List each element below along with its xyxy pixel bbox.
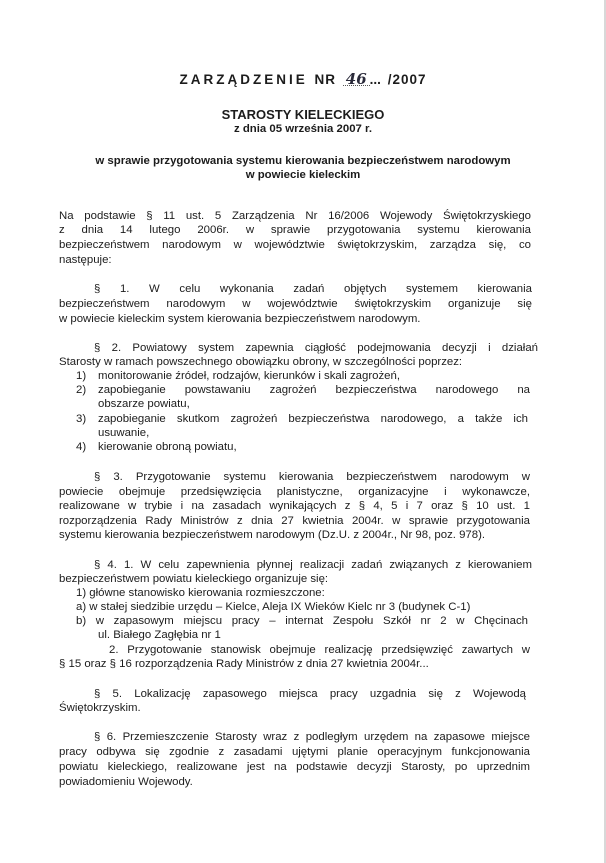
paragraph-6-line: powiatu kieleckiego, realizowane jest na podstawie decyzji Starosty, po uprzednim (59, 761, 530, 773)
intro-line: z dnia 14 lutego 2006r. w sprawie przygotowania systemu kierowania (59, 224, 531, 236)
paragraph-5-line: Świętokrzyskim. (59, 702, 141, 714)
paragraph-2-line: § 2. Powiatowy system zapewnia ciągłość podejmowania decyzji i działań (94, 342, 538, 354)
list-item-number: 1) (76, 370, 87, 382)
list-item-text: usuwanie, (98, 427, 150, 439)
paragraph-2-line: Starosty w ramach powszechnego obowiązku obrony, w szczególności poprzez: (59, 356, 463, 368)
title-year: /2007 (387, 72, 427, 87)
list-item-text: kierowanie obroną powiatu, (98, 441, 237, 453)
list-item-text: zapobieganie skutkom zagrożeń bezpieczeństwa narodowego, a także ich (98, 413, 528, 425)
paragraph-1-line: w powiecie kieleckim system kierowania bezpieczeństwem narodowym. (59, 313, 421, 325)
paragraph-4-item-b-cont: ul. Białego Zagłębia nr 1 (98, 629, 221, 641)
paragraph-6-line: § 6. Przemieszczenie Starosty wraz z podległym urzędem na zapasowe miejsce (94, 731, 530, 743)
list-item-number: 2) (76, 384, 87, 396)
document-date: z dnia 05 września 2007 r. (233, 123, 373, 135)
issuer-heading: STAROSTY KIELECKIEGO (221, 107, 385, 122)
subject-line-2: w powiecie kieleckim (245, 169, 361, 181)
paragraph-4-item-2: 2. Przygotowanie stanowisk obejmuje realizację przedsięwzięć zawartych w (109, 644, 530, 656)
paragraph-1-line: bezpieczeństwem narodowym w województwie świętokrzyskim organizuje się (59, 298, 532, 310)
document-title (0, 70, 606, 88)
list-item-text: zapobieganie powstawaniu zagrożeń bezpieczeństwa narodowego na (98, 384, 530, 396)
list-item-text: monitorowanie źródeł, rodzajów, kierunków i skali zagrożeń, (98, 370, 400, 382)
subject-line-1: w sprawie przygotowania systemu kierowania bezpieczeństwem narodowym (95, 155, 511, 167)
list-item-text: obszarze powiatu, (98, 398, 190, 410)
list-item-number: 4) (76, 441, 87, 453)
title-dots: ... (369, 72, 381, 87)
paragraph-4-item-a: a) w stałej siedzibie urzędu – Kielce, Aleja IX Wieków Kielc nr 3 (budynek C-1) (76, 601, 471, 613)
paragraph-4-item-2-cont: § 15 oraz § 16 rozporządzenia Rady Ministrów z dnia 27 kwietnia 2004r... (59, 658, 429, 670)
paragraph-3-line: systemu kierowania bezpieczeństwem narodowym (Dz.U. z 2004r., Nr 98, poz. 978). (59, 529, 486, 541)
paragraph-3-line: § 3. Przygotowanie systemu kierowania bezpieczeństwem narodowym w (94, 471, 530, 483)
intro-line: bezpieczeństwem narodowym w województwie świętokrzyskim, zarządza się, co (59, 239, 531, 251)
list-item-number: 3) (76, 413, 87, 425)
paragraph-6-line: pracy odbywa się zgodnie z zasadami ujętymi planie operacyjnym funkcjonowania (59, 746, 530, 758)
title-nr-label: NR (314, 72, 337, 87)
paragraph-3-line: powiecie obejmuje przedsięwzięcia planistyczne, organizacyjne i wykonawcze, (59, 486, 530, 498)
paragraph-6-line: powiadomieniu Wojewody. (59, 776, 193, 788)
paragraph-3-line: realizowane w trybie i na zasadach wynikających z § 4, 5 i 7 oraz § 10 ust. 1 (59, 500, 530, 512)
paragraph-4-item-1: 1) główne stanowisko kierowania rozmieszczone: (76, 587, 325, 599)
paragraph-3-line: rozporządzenia Rady Ministrów z dnia 27 kwietnia 2004r. w sprawie przygotowania (59, 515, 530, 527)
intro-line: następuje: (59, 254, 112, 266)
paragraph-1-line: § 1. W celu wykonania zadań objętych systemem kierowania (94, 283, 532, 295)
paragraph-4-line: bezpieczeństwem powiatu kieleckiego organizuje się: (59, 573, 329, 585)
paragraph-4-item-b: b) w zapasowym miejscu pracy – internat Zespołu Szkół nr 2 w Chęcinach (76, 615, 528, 627)
paragraph-4-line: § 4. 1. W celu zapewnienia płynnej realizacji zadań związanych z kierowaniem (94, 559, 532, 571)
paragraph-5-line: § 5. Lokalizację zapasowego miejsca pracy uzgadnia się z Wojewodą (94, 688, 526, 700)
title-prefix: ZARZĄDZENIE (179, 72, 308, 87)
handwritten-number: 46 (343, 73, 370, 86)
intro-line: Na podstawie § 11 ust. 5 Zarządzenia Nr 16/2006 Wojewody Świętokrzyskiego (59, 210, 531, 222)
